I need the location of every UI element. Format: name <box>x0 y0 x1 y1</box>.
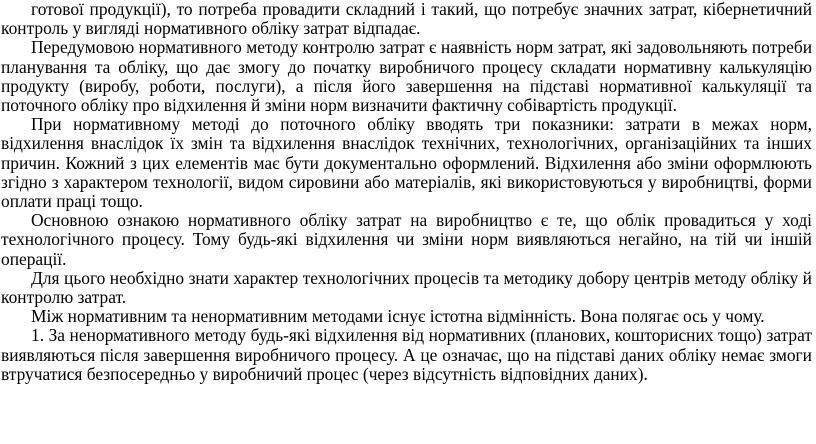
paragraph-prerequisite: Передумовою нормативного методу контролю затрат є наявність норм затрат, які задовольняють потреби планування та обліку, що дає змогу до початку виробничого процесу складати нормативну калькуляцію продукту (виробу, роботи, послуги), а після його завершення на підставі нормативної калькуляції та поточного обліку про відхилення й зміни норм визначити фактичну собівартість продукції. <box>1 37 812 116</box>
paragraph-difference: Між нормативним та ненормативним методами існує істотна відмінність. Вона полягає ось у чому. <box>31 306 765 327</box>
list-item-number: 1. <box>31 325 45 346</box>
paragraph-requirement: Для цього необхідно знати характер технологічних процесів та методику добору центрів методу обліку й контролю затрат. <box>1 267 812 308</box>
paragraph-indicators: При нормативному методі до поточного обліку вводять три показники: затрати в межах норм, відхилення внаслідок їх змін та відхилення внаслідок технічних, технологічних, організаційних та інших причин. Кожний з цих елементів має бути документально оформлений. Відхилення або зміни оформлюють згідно з характером технології, видом сировини або матеріалів, які використовуються у виробництві, форми оплати праці тощо. <box>1 114 812 212</box>
paragraph-continued: готової продукції), то потреба провадити складний і такий, що потребує значних затрат, кібернетичний контроль у вигляді нормативного обліку затрат відпадає. <box>1 0 812 39</box>
list-item <box>1 326 812 384</box>
list-item-text: За ненормативного методу будь-які відхилення від нормативних (планових, кошторисних тощо) затрат виявляються після завершення виробничого процесу. А це означає, що на підставі даних обліку немає змоги втручатися безпосередньо у виробничий процес (через відсутність відповідних даних). <box>1 325 812 384</box>
paragraph-main-feature: Основною ознакою нормативного обліку затрат на виробництво є те, що облік провадиться у ході технологічного процесу. Тому будь-які відхилення чи зміни норм виявляються негайно, на тій чи іншій операції. <box>1 210 812 269</box>
